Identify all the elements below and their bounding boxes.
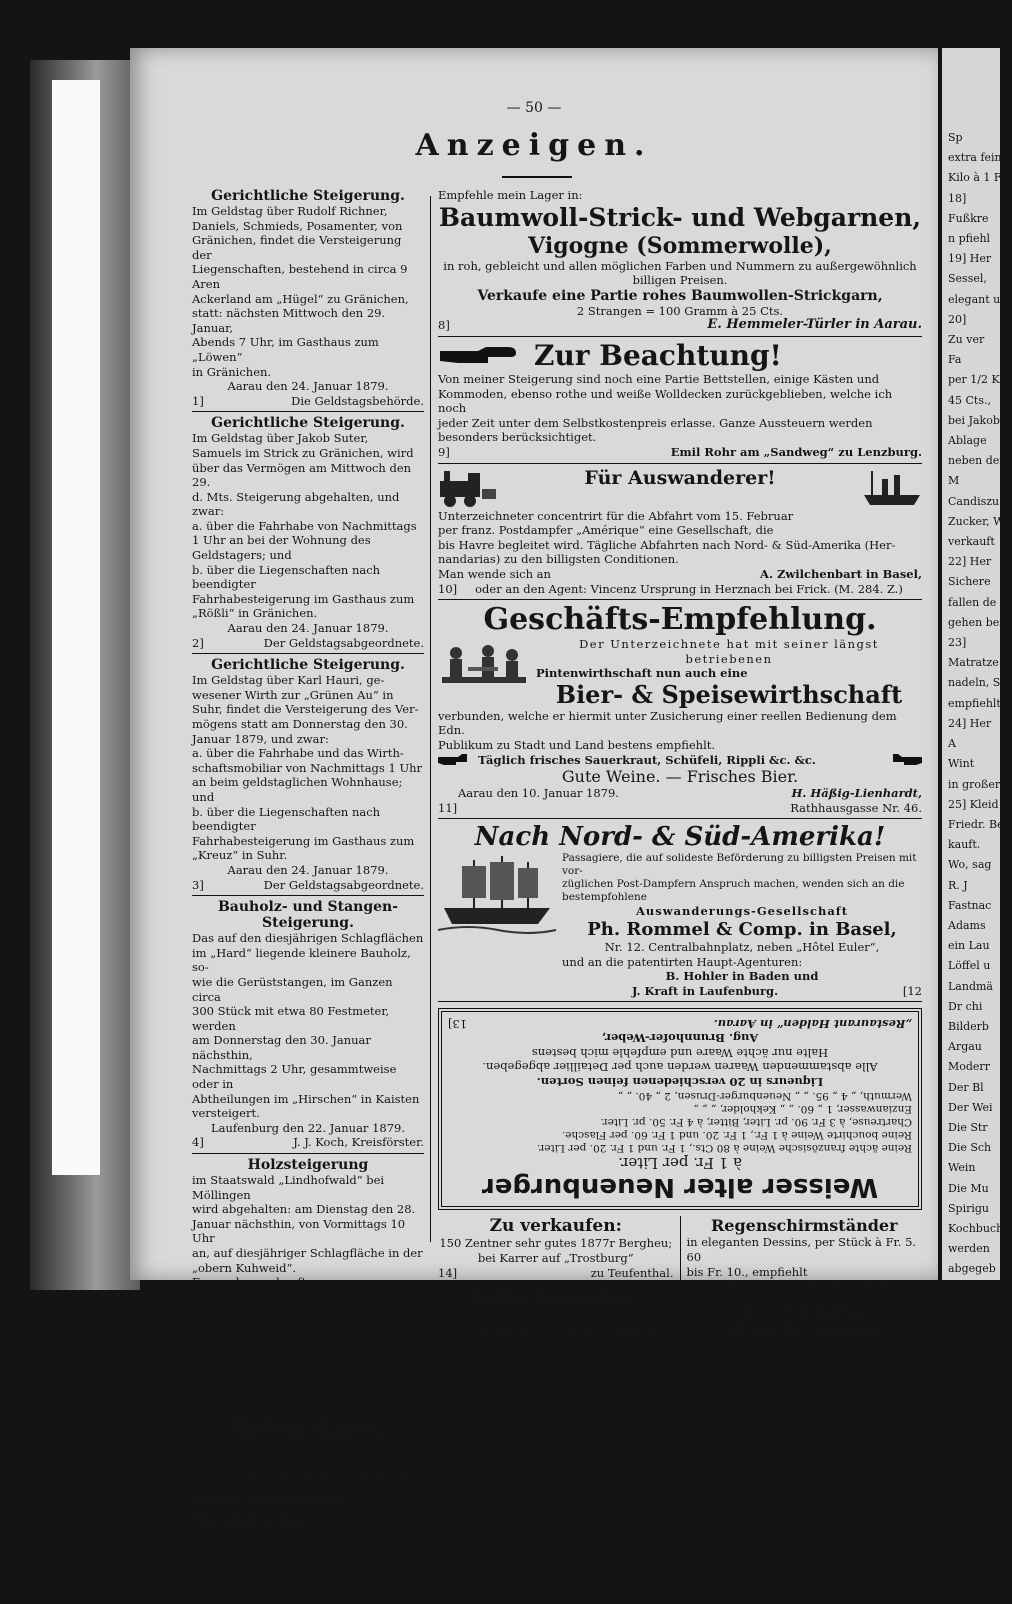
text-line: Moderr [948,1060,990,1074]
text-line: Es werden verkauft: [192,1275,311,1290]
text-line: Reine bouchirte Weine à 1 Fr., 1 Fr. 20. und 1 Fr. 60. per Flasche. [561,1129,912,1142]
ad-title: Bauholz- und Stangen- [217,899,399,916]
bottom-ads [438,1216,922,1353]
text-line: Neue gedörrte Häringe [239,1545,377,1560]
ad-number: 8] [438,318,450,333]
text-line: per franz. Postdampfer „Amérique“ eine Gesellschaft, die [438,523,774,538]
heading-rule [502,176,572,178]
ad-9 [438,340,922,460]
ad-line: per Pfund à 15 Cts., empfiehlt [438,1307,614,1322]
ad-body [438,259,922,288]
text-line: Fastnac [948,898,992,912]
sailing-ship-icon [438,852,556,936]
ad-headline: Bier- & Speisewirthschaft [555,679,903,709]
ad-body [192,204,424,379]
text-line: d. Mts. Steigerung abgehalten, und zwar: [192,489,400,519]
text-line: Wint [948,757,975,771]
ad-2 [192,415,424,650]
text-line: Candiszu [948,494,1000,508]
ad-note-1: Alle abstammenden Waaren werden auch per Detaillier abgegeben. [482,1060,878,1075]
text-line: Kommoden, ebenso rothe und weiße Wolldecken zurückgeblieben, welche ich noch [438,386,893,416]
text-line: Sp [948,131,963,144]
text-line: in Gränichen. [192,364,272,379]
text-line: Der Wei [948,1100,993,1114]
left-column [192,188,424,1604]
text-line: Friedr. Be [948,817,1004,831]
text-line: b. über die Liegenschaften nach beendigter [192,562,381,592]
text-line: bis Havre begleitet wird. Tägliche Abfahrten nach Nord- & Süd-Amerika (Her- [438,537,896,552]
text-line: verbunden, welche er hiermit unter Zusicherung einer reellen Bedienung dem Edn. [438,708,897,738]
text-line: 1 Stück Birken-Nutzholz und 2 Stück [192,1289,409,1304]
ad-body [438,709,922,753]
ad-number: 4] [192,1135,204,1150]
ad-number: 3] [192,877,204,892]
text-line: elegant un [948,292,1008,306]
ad-number: 9] [438,444,450,459]
ad-body [448,1089,912,1154]
text-line: jeder Zeit unter dem Selbstkostenpreis erlasse. Ganze Aussteuern werden [438,415,873,430]
pointing-hand-icon [892,754,922,766]
ad-contact: Man wende sich an [438,566,551,581]
ad-price: à 1 Fr. per Liter. [618,1154,742,1173]
ad-number: 10] [438,581,458,596]
ad-number: 7] [192,1589,204,1604]
page-heading: Anzeigen. [415,128,653,163]
text-line: 19] Her [948,252,992,266]
ad-number: 11] [438,800,458,815]
text-line: im „Hard“ liegende kleinere Bauholz, so- [192,945,411,975]
ad-body [562,852,922,904]
text-line: wird abgehalten: am Dienstag den 28. [192,1202,416,1217]
ad-3 [192,657,424,892]
text-line: Daniels, Schmieds, Posamenter, von [192,218,403,233]
text-line: an beim geldstaglichen Wohnhause; [192,775,403,790]
text-line: abgegeb [948,1262,996,1276]
text-line: Chartreuse, à 3 Fr. 90. pr. Liter, Bitter, à 4 Fr. 50. pr. Liter. [600,1116,912,1129]
text-line: 45 Cts., [948,393,991,407]
text-line: werden [948,1242,990,1256]
right-column [438,188,922,1353]
ad-line-2: Pintenwirthschaft nun auch eine [536,666,748,681]
text-line: billigen Preisen. [632,273,728,288]
ad-body [438,1236,674,1265]
text-line: „obern Kuhweid“. [192,1260,296,1275]
page-number: — 50 — [506,100,562,116]
ad-date: Aarau den 10. Januar 1879. [458,786,619,801]
text-line: verkauft [948,535,995,549]
ad-body [687,1235,923,1279]
text-line: prima Qualität, per Pfund à Fr. 1., bei [192,1440,412,1455]
text-line: extra feine [948,151,1009,165]
text-line: M [948,474,960,488]
ad-title: Gerichtliche Steigerung. [211,657,405,674]
text-line: Landmä [948,979,993,993]
text-line: schaftsmobiliar von Nachmittags 1 Uhr [192,760,423,775]
text-line: nadeln, S [948,676,1001,690]
text-line: Spirigu [948,1201,989,1215]
locomotive-icon [438,467,498,509]
ad-society: Auswanderungs-Gesellschaft [635,904,849,919]
text-line: Sichere [948,575,991,589]
text-line: 1 Uhr an bei der Wohnung des Geldstagers; und [192,533,371,563]
text-line: Der Bl [948,1080,984,1094]
ad-title: Zur Beachtung! [534,338,782,372]
ad-address: vis-à-vis dem „Ochsen“ in Aarau. [232,1589,424,1604]
ad-number: 15] [438,1321,458,1336]
text-line: 20] [948,312,967,326]
paper-slip [52,80,100,1175]
ad-title: Für Auswanderer! [584,466,776,489]
ad-place: zu Teufenthal. [590,1265,674,1280]
ad-body [438,372,922,445]
ad-8 [438,188,922,333]
ad-number: 2] [192,635,204,650]
text-line: im Staatswald „Lindhofwald“ bei Möllingen [192,1173,385,1202]
ad-1 [192,188,424,408]
text-line: Wermuth, „ 4 „ 95. „ „ Neuenburger-Drusen, 2 „ 40. „ „ [617,1090,912,1103]
text-line: Matratze [948,656,999,670]
ad-firm: A. Zwilchenbart in Basel, [760,566,922,581]
text-line: in roh, gebleicht und allen möglichen Farben und Nummern zu außergewöhnlich [443,258,917,273]
text-line: Suhr, findet die Versteigerung des Ver- [192,702,419,717]
ad-body [192,1173,424,1363]
text-line: Reine ächte französische Weine à 80 Cts., 1 Fr. und 1 Fr. 20. per Liter. [537,1142,912,1155]
text-line: Kochbuch [948,1221,1004,1235]
ad-signature: Emil Rohr am „Sandweg“ zu Lenzburg. [670,444,922,459]
ad-number: [17 [902,1338,922,1353]
ad-signature: Aug. Brunnhofer-Weber, [601,1031,759,1046]
text-line: Die Str [948,1120,988,1134]
text-line: Zucker, Wi [948,514,1008,528]
ad-headline: 40 Säcke Spreuer, [723,1319,886,1339]
text-line: 300 Stück mit etwa 80 Festmeter, werden [192,1004,390,1033]
ad-body [192,431,424,621]
text-line: Parthien billiger, empfiehlt [192,1455,349,1470]
text-line: per 1/2 Kil [948,373,1007,387]
text-line: Mollesische in trockenem Salz, [217,1531,399,1546]
ad-title: Weisser alter Neuenburger [481,1172,879,1203]
ad-title-2: Steigerung. [262,915,354,932]
text-line: am Donnerstag den 30. Januar nächsthin, [192,1033,371,1062]
ad-address: Nr. 12. Centralbahnplatz, neben „Hôtel Euler“, [604,940,880,955]
text-line: Bauholz mit 1,75 Festmeter, 107 [192,1304,382,1319]
ad-6 [192,1416,424,1485]
text-line: Januar 1879, und zwar: [192,731,329,746]
text-line: Kaufsliebhaber ladet ein [192,1348,335,1363]
text-line: 22] Her [948,555,992,569]
text-line: Passagiere, die auf solideste Beförderung zu billigsten Preisen mit vor- [562,852,917,878]
text-line: Ablage [948,434,987,448]
text-line: A [948,737,956,751]
ad-daily: Täglich frisches Sauerkraut, Schüfeli, Rippli &c. &c. [478,752,816,767]
ad-date: Aarau den 24. Januar 1879. [227,621,389,636]
column-divider [430,196,431,1242]
text-line: bei Jakob [948,413,1000,427]
text-line: Unterzeichneter concentrirt für die Abfahrt vom 15. Februar [438,508,794,523]
ad-number: 13] [448,1017,468,1031]
text-line: nandarias) zu den billigsten Conditionen. [438,552,679,567]
text-line: an, auf diesjähriger Schlagfläche in der [192,1246,423,1260]
text-line: Stere Mischel- und 64 Stere Föhren- [192,1318,406,1333]
ad-title: Holzsteigerung [247,1157,369,1174]
text-line: Wein [948,1161,976,1175]
ad-offer: Verkaufe eine Partie rohes Baumwollen-Strickgarn, [477,287,883,304]
text-line: Sessel, [948,272,987,286]
text-line: über das Vermögen am Mittwoch den 29. [192,460,412,490]
ad-title: Zu verkaufen: [742,1300,867,1320]
ad-title: Nach Nord- & Süd-Amerika! [474,822,886,853]
ad-11 [438,603,922,815]
text-line: 24] Her [948,716,992,730]
text-line: statt: nächsten Mittwoch den 29. Januar, [192,306,386,335]
text-line: empfiehlt billigst [258,1560,358,1575]
ad-signature: Der Geldstagsabgeordnete. [263,877,424,892]
ad-signature: Hermann Lüthy in Schöftland. [477,1321,674,1336]
text-line: 23] [948,636,967,650]
pointing-hand-icon [438,754,468,766]
ad-14 [438,1216,674,1280]
text-line: versteigert. [192,1106,260,1121]
newspaper-page [130,48,938,1604]
text-line: wie die Gerüststangen, im Ganzen circa [192,974,393,1004]
ad-signature-name: Rud. Heusler. [344,1391,424,1406]
ad-date: Laufenburg den 22. Januar 1879. [210,1120,406,1135]
text-line: Im Geldstag über Karl Hauri, ge- [192,673,385,688]
text-line: Ackerland am „Hügel“ zu Gränichen, [192,291,409,306]
text-line: Adams [948,918,986,932]
tavern-scene-icon [438,637,530,697]
text-line: Im Geldstag über Jakob Suter, [192,431,369,446]
text-line: Das auf den diesjährigen Schlagflächen [192,931,424,946]
text-line: „Rößli“ in Gränichen. [192,606,318,621]
text-line: Abtheilungen im „Hirschen“ in Kaisten [192,1091,420,1106]
ad-number: [12 [902,983,922,998]
text-line: Im Geldstag über Rudolf Richner, [192,204,388,218]
ad-12 [438,822,922,998]
ad-signature: Hermann Lüthy in Schöftland. [726,1279,922,1294]
steamship-icon [862,467,922,509]
text-line: mögens statt am Donnerstag den 30. [192,717,408,731]
text-line: b. über die Liegenschaften nach beendigter [192,804,381,834]
text-line: Fahrhabesteigerung im Gasthaus zum [192,591,415,606]
text-line: Abends 7 Uhr, im Gasthaus zum „Löwen“ [192,335,379,364]
ad-firm: Ph. Rommel & Comp. in Basel, [587,919,897,941]
ad-13 [438,1008,922,1210]
ad-body [438,509,922,567]
ad-agent-1: B. Hohler in Baden und [665,969,819,984]
ad-wines: Gute Weine. — Frisches Bier. [561,767,799,787]
ad-body [192,1441,424,1470]
text-line: a. über die Fahrhabe von Nachmittags [192,518,417,533]
ad-note-2: Halte nur ächte Waare und empfehle mich bestens [531,1046,829,1061]
ad-signature: H. Häßig-Lienhardt, [791,786,922,801]
ad-title: Geschäfts-Empfehlung. [483,602,877,638]
text-line: a. über die Fahrhabe und das Wirth- [192,746,404,761]
ad-body [192,1531,424,1575]
text-line: gehen bei [948,615,1003,629]
text-line: und [192,789,215,804]
text-line: Fahrhabesteigerung im Gasthaus zum [192,833,415,848]
ad-price: 2 Strangen = 100 Gramm à 25 Cts. [576,303,784,318]
text-line: Die Mu [948,1181,989,1195]
text-line: Bilderb [948,1019,989,1033]
ad-10 [438,467,922,597]
text-line: Die Sch [948,1141,992,1155]
ad-agents: und an die patentirten Haupt-Agenturen: [562,954,803,969]
ad-address: Rathhausgasse Nr. 46. [790,800,922,815]
ad-signature: J. J. Koch, Kreisförster. [293,1135,424,1150]
ad-signature: Cl. Haßler-Wanger, [252,1575,364,1590]
ad-title: Zu verkaufen: [489,1216,622,1237]
text-line: bis Fr. 10., empfiehlt [686,1264,808,1279]
text-line: spältenholz, 1015 Stück Reiswellen. [192,1333,403,1348]
ad-signature: Die Geldstagsbehörde. [291,393,424,408]
text-line: n pfiehl [948,232,991,246]
ad-number: 1] [192,393,204,408]
text-line: Dr chi [948,999,983,1013]
ad-date: Lenzburg den 23. Januar 1879. [217,1362,399,1377]
ad-number: 14] [438,1265,458,1280]
ad-4 [192,899,424,1150]
ad-line-1: Der Unterzeichnete hat mit seiner längst betriebenen [579,637,879,666]
ad-body [192,673,424,863]
ad-number: 5] [192,1391,204,1406]
text-line: empfiehlt [948,696,1001,710]
text-line: kauft. [948,838,981,852]
ad-date: Aarau den 24. Januar 1879. [227,862,389,877]
ad-signature: Hermann Lüthy in Schöftland. [228,1469,424,1484]
text-line: fallen de [948,595,997,609]
text-line: Kilo à 1 F [948,171,1002,185]
text-line: bei Karrer auf „Trostburg“ [477,1250,634,1265]
ad-line: Bei wem, sagt der Verleger d. Bl. [686,1338,880,1353]
text-line: Gränichen, findet die Versteigerung der [192,233,402,262]
text-line: in eleganten Dessins, per Stück à Fr. 5. 60 [686,1235,917,1264]
text-line: besonders berücksichtiget. [438,430,597,445]
text-line: 25] Kleid [948,797,999,811]
ad-headline: Baumwoll-Strick- und Webgarnen, [438,202,922,232]
text-line: Zu ver [948,333,985,347]
text-line: Nachmittags 2 Uhr, gesammtweise oder in [192,1062,397,1092]
ad-body [192,931,424,1121]
ad-5 [192,1157,424,1407]
text-line: züglichen Post-Dampfern Anspruch machen, wenden sich an die bestempfohlene [562,878,905,904]
adjacent-page [942,48,1012,1280]
text-line: wesener Wirth zur „Grünen Au“ in [192,687,394,702]
text-line: Liegenschaften, bestehend in circa 9 Aren [192,262,408,291]
pointing-hand-icon [438,345,518,367]
text-line: Samuels im Strick zu Gränichen, wird [192,445,414,460]
ad-date: Aarau den 24. Januar 1879. [227,379,389,394]
ad-title: Gerichtliche Steigerung. [211,415,405,432]
text-line: Argau [948,1040,982,1054]
ad-headline-2: Vigogne (Sommerwolle), [528,232,832,259]
ad-7 [192,1491,424,1604]
text-line: „Kreuz“ in Suhr. [192,848,288,863]
text-line: Januar nächsthin, von Vormittags 10 Uhr [192,1216,406,1246]
ad-liqueurs: Liqueurs in 20 verschiedenen feinen Sorten. [536,1075,824,1090]
ad-signature: Der Kreisförster: [324,1377,424,1392]
ad-16 [687,1216,923,1293]
ad-agent: oder an den Agent: Vincenz Ursprung in Herznach bei Frick. (M. 284. Z.) [475,581,903,596]
adjacent-page-text [942,48,1012,1280]
text-line: 18] [948,191,967,205]
ad-17 [687,1301,923,1354]
ad-signature: Der Geldstagsabgeordnete. [263,635,424,650]
ad-15 [438,1287,674,1336]
text-line: Wo, sag [948,858,992,872]
text-line: ein Lau [948,939,990,953]
text-line: neben der [948,454,1005,468]
text-line: 150 Zentner sehr gutes 1877r Bergheu; [439,1236,673,1251]
ad-title: Grüne Kastanien, [472,1287,640,1308]
ad-restaurant: „Restaurant Halden“ in Aarau. [713,1017,912,1031]
ad-number: 16] [686,1279,706,1294]
text-line: Löffel u [948,959,991,973]
ad-agent-2: J. Kraft in Laufenburg. [632,983,779,998]
text-line: Enzianwasser, 1 „ 60. „ „ Kekholder, „ „ „ [693,1103,912,1116]
text-line: Von meiner Steigerung sind noch eine Partie Bettstellen, einige Kästen und [438,371,880,386]
text-line: in großer A [948,777,1012,791]
ad-title: Gerichtliche Steigerung. [211,188,405,204]
text-line: Fa [948,353,962,367]
text-line: R. J [948,878,968,892]
ad-title: Neue geriebene Stockfische, [192,1491,343,1532]
text-line: Fußkre [948,211,989,225]
text-line: Publikum zu Stadt und Land bestens empfiehlt. [438,738,716,753]
ad-title: Kölner-Leim, [229,1415,387,1441]
ad-intro: Empfehle mein Lager in: [438,188,583,202]
ad-signature: E. Hemmeler-Türler in Aarau. [707,317,922,333]
ad-number: 6] [192,1469,204,1484]
ad-title: Regenschirmständer [711,1216,898,1236]
